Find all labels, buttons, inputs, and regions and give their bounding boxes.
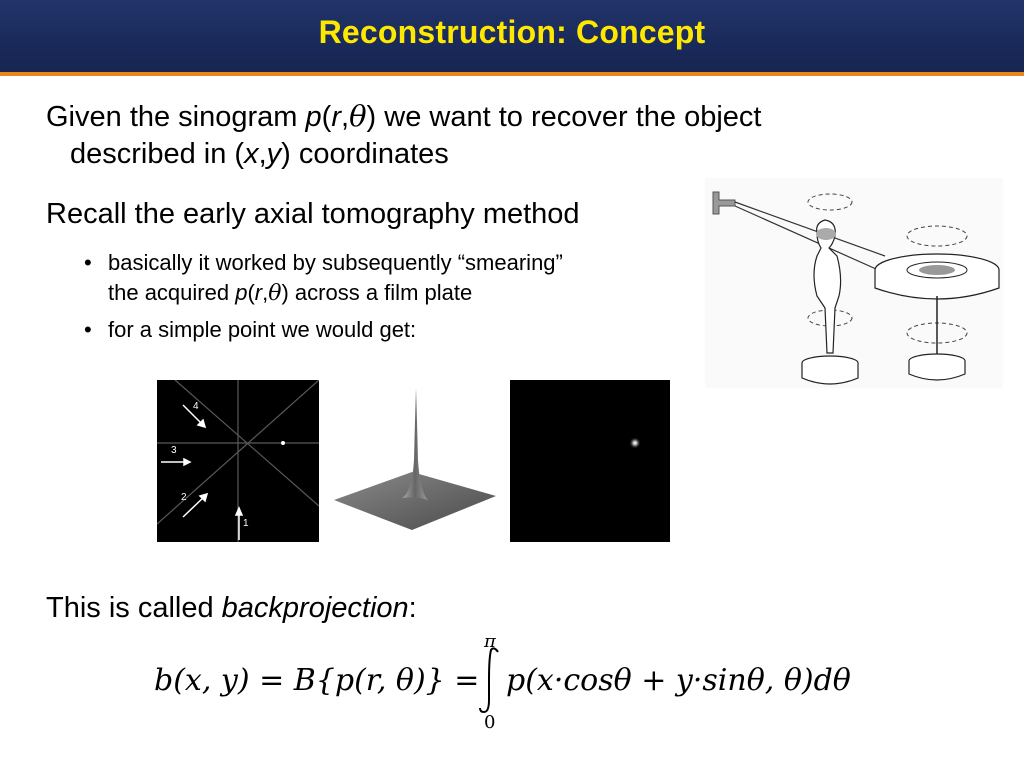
surface-spike-image [320,380,507,542]
backprojection-term: backprojection [221,592,409,624]
formula-integrand: p(x·cosθ + y·sinθ, θ)dθ [506,663,851,698]
bullet-simple-point: • for a simple point we would get: [84,315,416,345]
intro-paragraph [46,98,906,173]
arrow-label-1: 1 [243,518,249,529]
backprojection-sentence: This is called backprojection: [46,592,417,624]
bullet-smearing [84,248,563,309]
formula-lower-limit: 0 [484,712,496,733]
title-underline [0,72,1024,76]
intro-line-1: Given the sinogram p(r,θ) we want to recover the object [46,99,762,133]
intro-line-2: described in (x,y) coordinates [70,138,449,170]
tomography-apparatus-image [705,178,1003,388]
formula-upper-limit: π [484,631,496,652]
recall-heading: Recall the early axial tomography method [46,198,580,230]
arrow-label-3: 3 [171,445,177,456]
bullet-smearing-line-2: the acquired p(r,θ) across a film plate [108,280,473,306]
arrow-label-2: 2 [181,492,187,503]
formula-lhs: b(x, y) = B{p(r, θ)} = [154,663,480,698]
title-bar [0,0,1024,76]
bullet-dot: • [84,317,92,342]
reconstructed-point-image [510,380,670,542]
slide-title: Reconstruction: Concept [318,14,706,50]
bullet-smearing-line-1: basically it worked by subsequently “smearing” [108,250,563,275]
integral-sign [480,648,498,712]
backprojection-lines-image [157,380,319,542]
arrow-label-4: 4 [193,401,199,412]
bullet-dot: • [84,250,92,275]
